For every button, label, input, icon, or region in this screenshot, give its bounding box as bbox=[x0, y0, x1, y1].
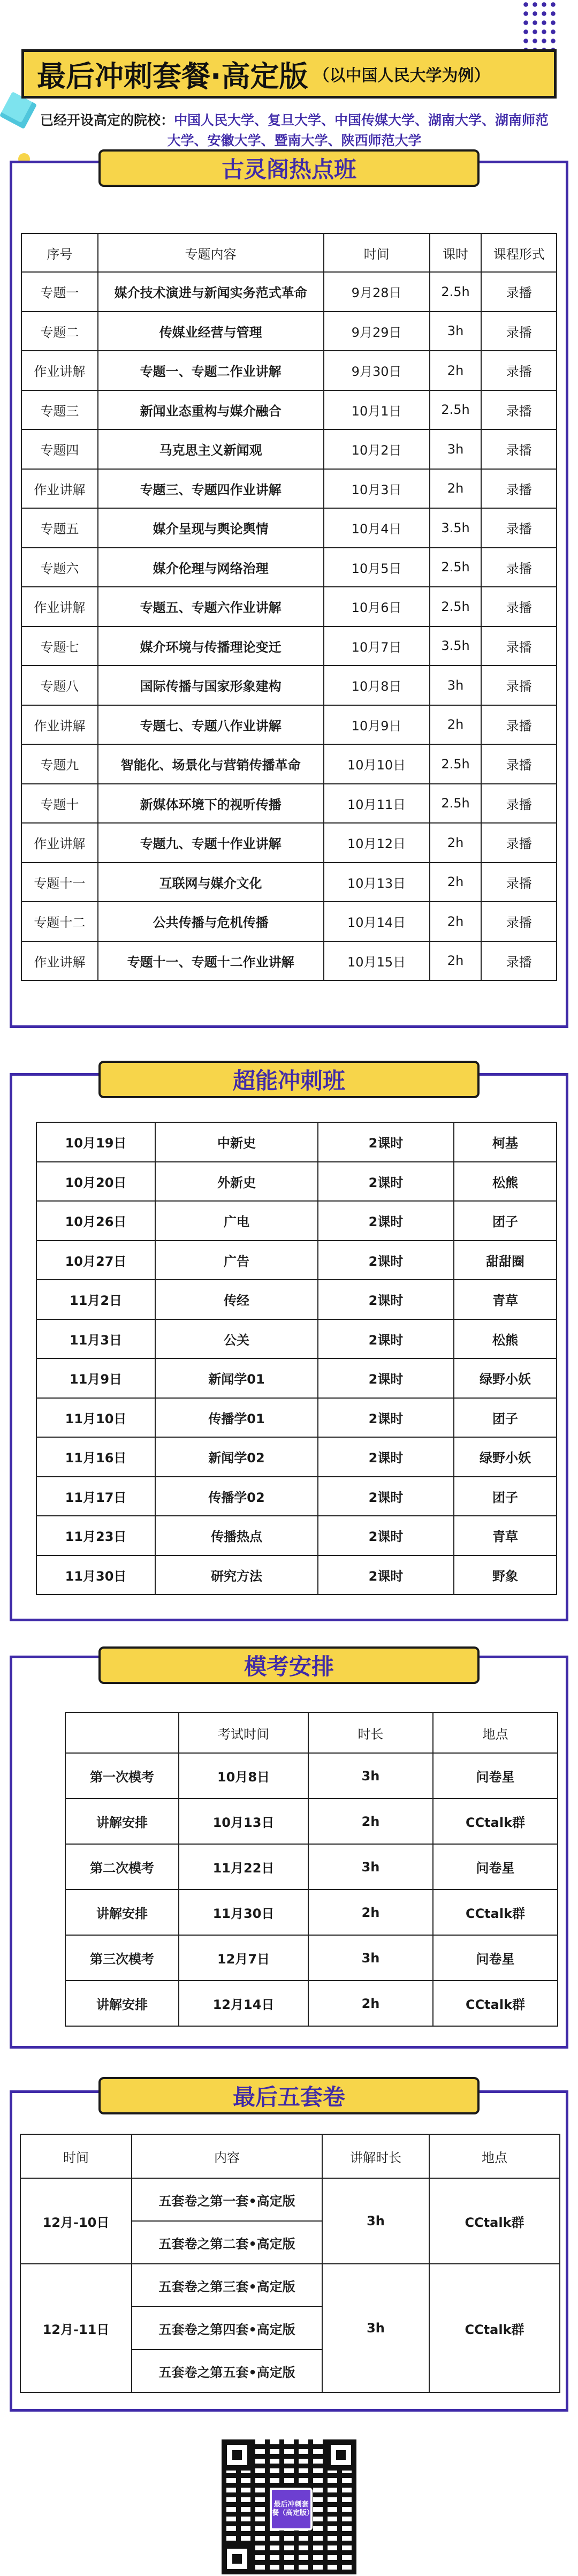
table-cell: 作业讲解 bbox=[21, 705, 98, 745]
table-cell: 团子 bbox=[454, 1477, 557, 1516]
table-row bbox=[21, 823, 557, 863]
place-cell: CCtalk群 bbox=[429, 2178, 560, 2264]
table-cell: 2课时 bbox=[318, 1162, 454, 1202]
table-cell: 智能化、场景化与营销传播革命 bbox=[98, 744, 324, 784]
section-title-hot-topics: 古灵阁热点班 bbox=[98, 149, 480, 187]
table-cell: 9月30日 bbox=[324, 351, 430, 390]
paper-item-cell: 五套卷之第四套•高定版 bbox=[132, 2307, 322, 2350]
table-cell: 2课时 bbox=[318, 1358, 454, 1398]
table-cell: 媒介技术演进与新闻实务范式革命 bbox=[98, 272, 324, 312]
table-cell: 11月2日 bbox=[36, 1280, 155, 1319]
table-cell: 媒介呈现与舆论舆情 bbox=[98, 508, 324, 548]
table-cell: 2课时 bbox=[318, 1122, 454, 1162]
table-row bbox=[65, 1753, 558, 1799]
table-cell: 2课时 bbox=[318, 1398, 454, 1438]
table-cell: 3.5h bbox=[430, 626, 482, 666]
table-row bbox=[21, 351, 557, 390]
table-cell: 12月7日 bbox=[179, 1935, 308, 1981]
table-cell: 录播 bbox=[481, 587, 557, 626]
table-cell: 讲解安排 bbox=[65, 1799, 179, 1844]
mock-exam-table bbox=[65, 1712, 558, 2027]
table-cell: 专题五 bbox=[21, 508, 98, 548]
table-cell: 录播 bbox=[481, 548, 557, 587]
table-cell: 录播 bbox=[481, 626, 557, 666]
table-cell: 10月15日 bbox=[324, 941, 430, 981]
table-cell: 录播 bbox=[481, 941, 557, 981]
section-title-final-papers: 最后五套卷 bbox=[98, 2077, 480, 2114]
table-header-cell: 时长 bbox=[308, 1712, 433, 1753]
table-cell: 2h bbox=[430, 863, 482, 902]
table-row bbox=[21, 469, 557, 509]
table-cell: 2h bbox=[430, 469, 482, 509]
table-cell: 团子 bbox=[454, 1398, 557, 1438]
table-cell: 2h bbox=[308, 1799, 433, 1844]
table-cell: 专题九 bbox=[21, 744, 98, 784]
table-cell: 专题三、专题四作业讲解 bbox=[98, 469, 324, 509]
table-header-cell: 专题内容 bbox=[98, 233, 324, 272]
table-row bbox=[21, 941, 557, 981]
table-cell: 绿野小妖 bbox=[454, 1437, 557, 1477]
table-cell: 3h bbox=[308, 1753, 433, 1799]
table-cell: 3h bbox=[430, 429, 482, 469]
table-cell: 传播热点 bbox=[155, 1516, 318, 1555]
table-cell: 讲解安排 bbox=[65, 1981, 179, 2026]
duration-cell: 3h bbox=[322, 2264, 429, 2392]
qr-finder bbox=[222, 2439, 253, 2471]
table-cell: 10月3日 bbox=[324, 469, 430, 509]
table-cell: 10月5日 bbox=[324, 548, 430, 587]
table-row bbox=[21, 312, 557, 351]
table-cell: 甜甜圈 bbox=[454, 1241, 557, 1280]
table-row bbox=[20, 2178, 560, 2221]
table-row bbox=[21, 863, 557, 902]
table-cell: 专题七 bbox=[21, 626, 98, 666]
table-header-cell: 地点 bbox=[429, 2134, 560, 2178]
table-cell: 新媒体环境下的视听传播 bbox=[98, 784, 324, 824]
schools-list: 中国人民大学、复旦大学、中国传媒大学、湖南大学、湖南师范大学、安徽大学、暨南大学、陕西师范大学 bbox=[167, 112, 549, 148]
table-cell: 作业讲解 bbox=[21, 823, 98, 863]
table-cell: 专题八 bbox=[21, 666, 98, 705]
table-cell: 10月14日 bbox=[324, 902, 430, 941]
table-cell: 作业讲解 bbox=[21, 469, 98, 509]
place-cell: CCtalk群 bbox=[429, 2264, 560, 2392]
table-cell: 问卷星 bbox=[433, 1844, 558, 1890]
table-cell: 研究方法 bbox=[155, 1555, 318, 1595]
table-cell: 第二次模考 bbox=[65, 1844, 179, 1890]
table-cell: 10月12日 bbox=[324, 823, 430, 863]
table-cell: 2课时 bbox=[318, 1201, 454, 1241]
table-cell: 互联网与媒介文化 bbox=[98, 863, 324, 902]
table-cell: 松熊 bbox=[454, 1162, 557, 1202]
table-cell: 2课时 bbox=[318, 1319, 454, 1359]
table-cell: 10月13日 bbox=[324, 863, 430, 902]
table-row bbox=[36, 1241, 557, 1280]
table-cell: 10月10日 bbox=[324, 744, 430, 784]
table-cell: 传经 bbox=[155, 1280, 318, 1319]
table-cell: 2课时 bbox=[318, 1477, 454, 1516]
table-row bbox=[36, 1201, 557, 1241]
table-cell: 外新史 bbox=[155, 1162, 318, 1202]
paper-item-cell: 五套卷之第三套•高定版 bbox=[132, 2264, 322, 2307]
table-header-cell: 课时 bbox=[430, 233, 482, 272]
table-cell: 作业讲解 bbox=[21, 587, 98, 626]
table-cell: 专题二 bbox=[21, 312, 98, 351]
table-row bbox=[21, 548, 557, 587]
table-cell: 2课时 bbox=[318, 1516, 454, 1555]
table-cell: 专题十 bbox=[21, 784, 98, 824]
table-cell: 9月28日 bbox=[324, 272, 430, 312]
table-cell: 新闻学01 bbox=[155, 1358, 318, 1398]
table-cell: 10月27日 bbox=[36, 1241, 155, 1280]
table-row bbox=[21, 429, 557, 469]
paper-item-cell: 五套卷之第二套•高定版 bbox=[132, 2221, 322, 2264]
table-cell: 11月17日 bbox=[36, 1477, 155, 1516]
table-cell: 12月14日 bbox=[179, 1981, 308, 2026]
table-row bbox=[21, 744, 557, 784]
paper-item-cell: 五套卷之第五套•高定版 bbox=[132, 2350, 322, 2392]
table-cell: 专题四 bbox=[21, 429, 98, 469]
table-row bbox=[65, 1890, 558, 1935]
table-cell: 媒介环境与传播理论变迁 bbox=[98, 626, 324, 666]
table-cell: 10月4日 bbox=[324, 508, 430, 548]
table-cell: 10月2日 bbox=[324, 429, 430, 469]
table-header-cell: 时间 bbox=[20, 2134, 132, 2178]
table-cell: 录播 bbox=[481, 666, 557, 705]
table-cell: 广电 bbox=[155, 1201, 318, 1241]
table-cell: 中新史 bbox=[155, 1122, 318, 1162]
table-cell: 专题六 bbox=[21, 548, 98, 587]
page-title: 最后冲刺套餐·高定版 bbox=[37, 59, 308, 93]
table-cell: 第一次模考 bbox=[65, 1753, 179, 1799]
table-cell: 2课时 bbox=[318, 1280, 454, 1319]
table-row bbox=[65, 1799, 558, 1844]
table-row bbox=[36, 1398, 557, 1438]
table-cell: 新闻业态重构与媒介融合 bbox=[98, 390, 324, 430]
table-header-cell bbox=[65, 1712, 179, 1753]
table-row bbox=[36, 1358, 557, 1398]
table-row bbox=[36, 1555, 557, 1595]
table-cell: 10月11日 bbox=[324, 784, 430, 824]
table-row bbox=[65, 1981, 558, 2026]
table-cell: 3h bbox=[308, 1935, 433, 1981]
table-cell: 2h bbox=[308, 1890, 433, 1935]
table-cell: 11月3日 bbox=[36, 1319, 155, 1359]
date-cell: 12月-11日 bbox=[20, 2264, 132, 2392]
qr-finder bbox=[325, 2439, 356, 2471]
table-cell: 11月22日 bbox=[179, 1844, 308, 1890]
qr-code bbox=[222, 2439, 356, 2574]
section-title-mock-exams: 模考安排 bbox=[98, 1646, 480, 1684]
table-header-cell: 地点 bbox=[433, 1712, 558, 1753]
table-cell: 3h bbox=[308, 1844, 433, 1890]
table-cell: 专题一 bbox=[21, 272, 98, 312]
qr-finder bbox=[222, 2543, 253, 2574]
table-row bbox=[21, 902, 557, 941]
table-cell: 录播 bbox=[481, 744, 557, 784]
table-row bbox=[21, 272, 557, 312]
table-cell: 录播 bbox=[481, 508, 557, 548]
table-cell: 松熊 bbox=[454, 1319, 557, 1359]
table-cell: 2.5h bbox=[430, 744, 482, 784]
table-row bbox=[21, 587, 557, 626]
table-cell: 马克思主义新闻观 bbox=[98, 429, 324, 469]
table-cell: 青草 bbox=[454, 1516, 557, 1555]
table-cell: 录播 bbox=[481, 784, 557, 824]
table-row bbox=[36, 1319, 557, 1359]
table-cell: 公关 bbox=[155, 1319, 318, 1359]
table-header-cell: 时间 bbox=[324, 233, 430, 272]
qr-logo: 最后冲刺套餐（高定版） bbox=[270, 2488, 313, 2530]
table-cell: 10月9日 bbox=[324, 705, 430, 745]
table-cell: 2.5h bbox=[430, 390, 482, 430]
paper-item-cell: 五套卷之第一套•高定版 bbox=[132, 2178, 322, 2221]
table-row bbox=[36, 1477, 557, 1516]
table-header-cell: 序号 bbox=[21, 233, 98, 272]
table-cell: 11月23日 bbox=[36, 1516, 155, 1555]
table-cell: 2.5h bbox=[430, 587, 482, 626]
table-cell: 录播 bbox=[481, 823, 557, 863]
table-cell: 新闻学02 bbox=[155, 1437, 318, 1477]
table-cell: 3h bbox=[430, 666, 482, 705]
table-cell: 10月19日 bbox=[36, 1122, 155, 1162]
table-row bbox=[21, 390, 557, 430]
table-cell: 专题三 bbox=[21, 390, 98, 430]
table-cell: 2课时 bbox=[318, 1241, 454, 1280]
table-cell: 3.5h bbox=[430, 508, 482, 548]
table-cell: 录播 bbox=[481, 863, 557, 902]
table-cell: 第三次模考 bbox=[65, 1935, 179, 1981]
table-row bbox=[36, 1122, 557, 1162]
table-cell: 2h bbox=[430, 823, 482, 863]
table-cell: 录播 bbox=[481, 390, 557, 430]
table-cell: 10月20日 bbox=[36, 1162, 155, 1202]
table-cell: 专题十一、专题十二作业讲解 bbox=[98, 941, 324, 981]
section-final-papers bbox=[10, 2084, 568, 2412]
schools-line bbox=[37, 110, 551, 151]
date-cell: 12月-10日 bbox=[20, 2178, 132, 2264]
hot-topics-table bbox=[21, 233, 557, 981]
table-cell: 2h bbox=[430, 941, 482, 981]
table-cell: CCtalk群 bbox=[433, 1981, 558, 2026]
table-cell: 10月13日 bbox=[179, 1799, 308, 1844]
table-header-cell: 课程形式 bbox=[481, 233, 557, 272]
table-cell: 录播 bbox=[481, 705, 557, 745]
table-cell: 作业讲解 bbox=[21, 941, 98, 981]
table-cell: 10月6日 bbox=[324, 587, 430, 626]
table-row bbox=[36, 1516, 557, 1555]
table-cell: 2课时 bbox=[318, 1555, 454, 1595]
table-row bbox=[65, 1935, 558, 1981]
table-cell: 专题一、专题二作业讲解 bbox=[98, 351, 324, 390]
table-cell: 专题五、专题六作业讲解 bbox=[98, 587, 324, 626]
table-row bbox=[21, 508, 557, 548]
table-cell: 10月26日 bbox=[36, 1201, 155, 1241]
final-papers-table bbox=[20, 2134, 560, 2393]
table-header-cell: 内容 bbox=[132, 2134, 322, 2178]
table-cell: 国际传播与国家形象建构 bbox=[98, 666, 324, 705]
table-cell: 传媒业经营与管理 bbox=[98, 312, 324, 351]
table-cell: 录播 bbox=[481, 312, 557, 351]
section-hot-topics bbox=[10, 156, 568, 1028]
table-cell: 问卷星 bbox=[433, 1753, 558, 1799]
table-cell: 专题十一 bbox=[21, 863, 98, 902]
table-cell: 广告 bbox=[155, 1241, 318, 1280]
table-cell: 3h bbox=[430, 312, 482, 351]
table-row bbox=[21, 784, 557, 824]
table-row bbox=[36, 1162, 557, 1202]
table-cell: 录播 bbox=[481, 272, 557, 312]
table-cell: 专题七、专题八作业讲解 bbox=[98, 705, 324, 745]
table-row bbox=[36, 1437, 557, 1477]
table-cell: 11月30日 bbox=[179, 1890, 308, 1935]
section-mock-exams bbox=[10, 1653, 568, 2049]
table-row bbox=[20, 2264, 560, 2307]
table-cell: 传播学02 bbox=[155, 1477, 318, 1516]
table-row bbox=[21, 626, 557, 666]
table-header-cell: 讲解时长 bbox=[322, 2134, 429, 2178]
table-row bbox=[21, 666, 557, 705]
table-cell: 传播学01 bbox=[155, 1398, 318, 1438]
table-cell: 柯基 bbox=[454, 1122, 557, 1162]
table-cell: 2.5h bbox=[430, 272, 482, 312]
table-cell: 录播 bbox=[481, 902, 557, 941]
table-cell: 野象 bbox=[454, 1555, 557, 1595]
table-cell: 团子 bbox=[454, 1201, 557, 1241]
table-row bbox=[65, 1844, 558, 1890]
table-cell: 10月8日 bbox=[324, 666, 430, 705]
page-subtitle: （以中国人民大学为例） bbox=[313, 66, 490, 85]
sprint-table bbox=[36, 1122, 557, 1595]
table-cell: 11月10日 bbox=[36, 1398, 155, 1438]
table-cell: 2h bbox=[430, 705, 482, 745]
table-cell: 9月29日 bbox=[324, 312, 430, 351]
page-title-banner bbox=[21, 49, 557, 99]
table-cell: 问卷星 bbox=[433, 1935, 558, 1981]
table-cell: 专题十二 bbox=[21, 902, 98, 941]
table-cell: 录播 bbox=[481, 351, 557, 390]
table-header-cell: 考试时间 bbox=[179, 1712, 308, 1753]
table-cell: 公共传播与危机传播 bbox=[98, 902, 324, 941]
table-row bbox=[36, 1280, 557, 1319]
table-cell: CCtalk群 bbox=[433, 1799, 558, 1844]
table-cell: 2h bbox=[430, 902, 482, 941]
table-cell: 青草 bbox=[454, 1280, 557, 1319]
duration-cell: 3h bbox=[322, 2178, 429, 2264]
table-cell: 2课时 bbox=[318, 1437, 454, 1477]
table-cell: 录播 bbox=[481, 429, 557, 469]
schools-lead: 已经开设高定的院校： bbox=[40, 112, 174, 128]
table-cell: 2.5h bbox=[430, 784, 482, 824]
table-cell: 媒介伦理与网络治理 bbox=[98, 548, 324, 587]
table-cell: 专题九、专题十作业讲解 bbox=[98, 823, 324, 863]
table-cell: 2h bbox=[430, 351, 482, 390]
table-cell: 10月1日 bbox=[324, 390, 430, 430]
table-cell: 11月9日 bbox=[36, 1358, 155, 1398]
table-cell: 录播 bbox=[481, 469, 557, 509]
table-cell: CCtalk群 bbox=[433, 1890, 558, 1935]
table-cell: 11月16日 bbox=[36, 1437, 155, 1477]
table-cell: 2.5h bbox=[430, 548, 482, 587]
table-cell: 11月30日 bbox=[36, 1555, 155, 1595]
section-title-sprint: 超能冲刺班 bbox=[98, 1061, 480, 1098]
table-cell: 2h bbox=[308, 1981, 433, 2026]
section-sprint bbox=[10, 1068, 568, 1621]
table-cell: 讲解安排 bbox=[65, 1890, 179, 1935]
table-cell: 10月8日 bbox=[179, 1753, 308, 1799]
table-cell: 绿野小妖 bbox=[454, 1358, 557, 1398]
table-cell: 10月7日 bbox=[324, 626, 430, 666]
table-cell: 作业讲解 bbox=[21, 351, 98, 390]
table-row bbox=[21, 705, 557, 745]
